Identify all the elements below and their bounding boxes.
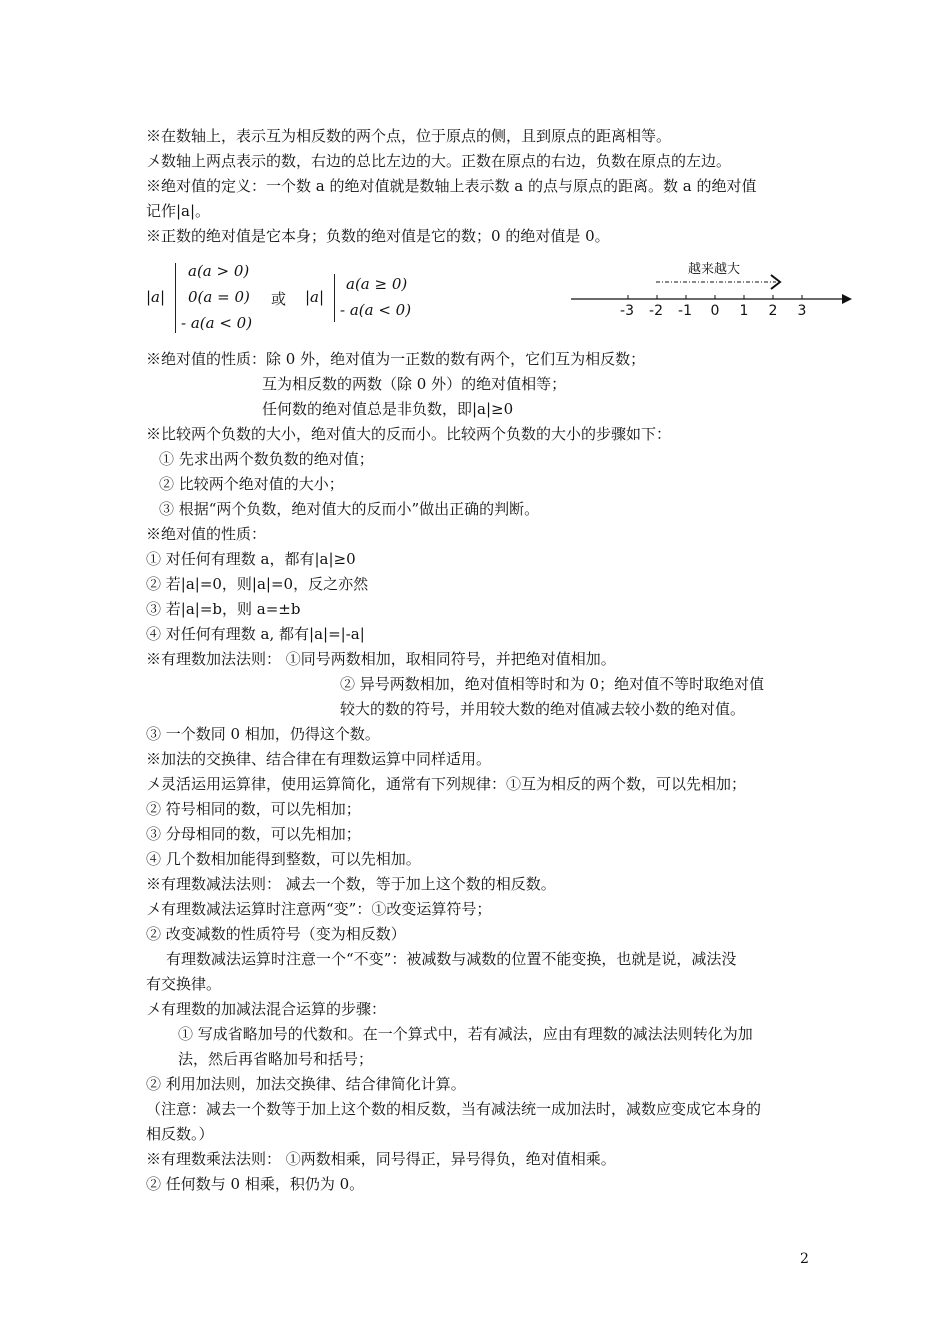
- text-line: ② 任何数与 0 相乘，积仍为 0。: [146, 1175, 365, 1193]
- formula-case: a(a > 0): [188, 262, 250, 280]
- text-line: ③ 分母相同的数，可以先相加；: [146, 825, 361, 843]
- text-line: ※绝对值的性质：: [146, 525, 267, 543]
- tick-label: 2: [768, 303, 778, 319]
- text-line: 记作|a|。: [146, 202, 211, 220]
- text-line: ④ 对任何有理数 a, 都有|a|=|-a|: [146, 625, 365, 643]
- text-line: ④ 几个数相加能得到整数，可以先相加。: [146, 850, 421, 868]
- text-line: 互为相反数的两数（除 0 外）的绝对值相等；: [262, 375, 567, 393]
- text-line: 有理数减法运算时注意一个“不变”：被减数与减数的位置不能变换，也就是说，减法没: [166, 950, 737, 968]
- text-line: 法，然后再省略加号和括号；: [178, 1050, 374, 1068]
- text-line: ② 符号相同的数，可以先相加；: [146, 800, 361, 818]
- tick-label: -3: [620, 303, 634, 319]
- tick-label: -2: [649, 303, 663, 319]
- text-line: ③ 根据“两个负数，绝对值大的反而小”做出正确的判断。: [159, 500, 540, 518]
- text-line: 〤数轴上两点表示的数，右边的总比左边的大。正数在原点的右边，负数在原点的左边。: [146, 152, 732, 170]
- page-number: 2: [800, 1251, 809, 1267]
- text-line: ② 改变减数的性质符号（变为相反数）: [146, 925, 406, 943]
- tick-label: 0: [710, 303, 720, 319]
- formula-abs-left: |a|: [146, 288, 166, 306]
- text-line: ② 利用加法则，加法交换律、结合律简化计算。: [146, 1075, 466, 1093]
- formula-case: - a(a < 0): [181, 314, 253, 332]
- text-line: ② 比较两个绝对值的大小；: [159, 475, 344, 493]
- text-line: 任何数的绝对值总是非负数，即|a|≥0: [262, 400, 514, 418]
- text-line: ③ 一个数同 0 相加，仍得这个数。: [146, 725, 380, 743]
- formula-case: 0(a = 0): [188, 288, 250, 306]
- axis-arrow-icon: [842, 294, 852, 304]
- text-line: ③ 若|a|=b，则 a=±b: [146, 600, 301, 618]
- formula-abs-right: |a|: [305, 288, 325, 306]
- formula-case: - a(a < 0): [340, 301, 412, 319]
- text-line: 较大的数的符号，并用较大数的绝对值减去较小数的绝对值。: [340, 700, 746, 718]
- number-line-label: 越来越大: [688, 262, 741, 277]
- text-line: ※在数轴上，表示互为相反数的两个点，位于原点的侧，且到原点的距离相等。: [146, 127, 672, 145]
- tick-label: 1: [739, 303, 749, 319]
- text-line: ② 若|a|=0，则|a|=0，反之亦然: [146, 575, 369, 593]
- text-line: ※绝对值的性质：除 0 外，绝对值为一正数的数有两个，它们互为相反数；: [146, 350, 646, 368]
- text-line: ① 先求出两个数负数的绝对值；: [159, 450, 374, 468]
- text-line: ② 异号两数相加，绝对值相等时和为 0；绝对值不等时取绝对值: [340, 675, 765, 693]
- tick-label: 3: [797, 303, 807, 319]
- text-line: 〤有理数的加减法混合运算的步骤：: [146, 1000, 387, 1018]
- formula-case: a(a ≥ 0): [346, 275, 408, 293]
- text-line: ① 写成省略加号的代数和。在一个算式中，若有减法，应由有理数的减法法则转化为加: [178, 1025, 753, 1043]
- text-line: ① 对任何有理数 a，都有|a|≥0: [146, 550, 356, 568]
- number-line: [566, 255, 866, 330]
- text-line: ※正数的绝对值是它本身；负数的绝对值是它的数；0 的绝对值是 0。: [146, 227, 610, 245]
- formula-or: 或: [271, 290, 287, 308]
- text-line: ※比较两个负数的大小，绝对值大的反而小。比较两个负数的大小的步骤如下：: [146, 425, 672, 443]
- text-line: 〤灵活运用运算律，使用运算简化，通常有下列规律：①互为相反的两个数，可以先相加；: [146, 775, 747, 793]
- text-line: 相反数。）: [146, 1125, 214, 1143]
- text-line: （注意：减去一个数等于加上这个数的相反数，当有减法统一成加法时，减数应变成它本身的: [146, 1100, 762, 1118]
- text-line: ※有理数减法法则： 减去一个数，等于加上这个数的相反数。: [146, 875, 556, 893]
- text-line: ※有理数加法法则： ①同号两数相加，取相同符号，并把绝对值相加。: [146, 650, 616, 668]
- text-line: 〤有理数减法运算时注意两“变”：①改变运算符号；: [146, 900, 492, 918]
- text-line: ※绝对值的定义：一个数 a 的绝对值就是数轴上表示数 a 的点与原点的距离。数 a 的绝对值: [146, 177, 757, 195]
- text-line: ※有理数乘法法则： ①两数相乘，同号得正，异号得负，绝对值相乘。: [146, 1150, 616, 1168]
- text-line: ※加法的交换律、结合律在有理数运算中同样适用。: [146, 750, 492, 768]
- text-line: 有交换律。: [146, 975, 222, 993]
- tick-label: -1: [678, 303, 692, 319]
